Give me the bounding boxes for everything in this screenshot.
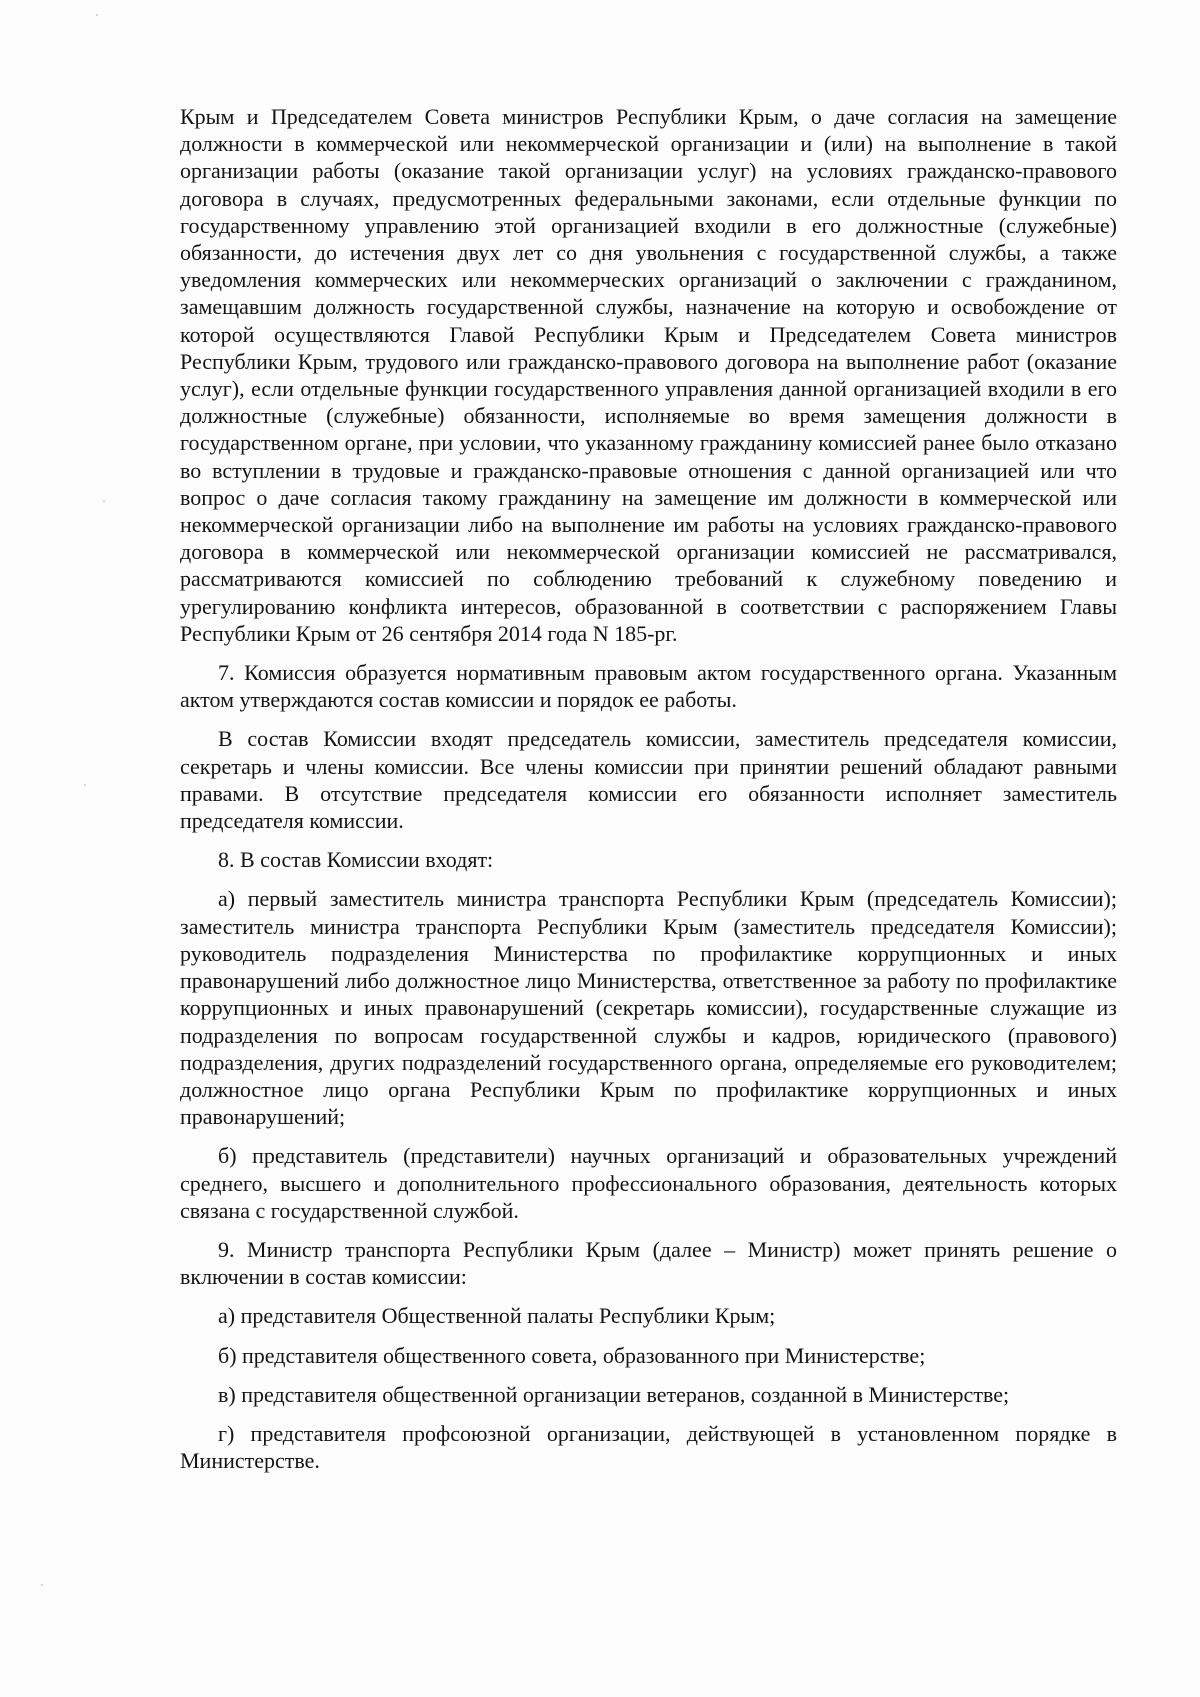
scan-speck <box>41 1584 43 1586</box>
paragraph-item-7: 7. Комиссия образуется нормативным правовым актом государственного органа. Указанным актом утверждаются состав комиссии и порядок ее работы. <box>180 660 1117 713</box>
paragraph-item-9: 9. Министр транспорта Республики Крым (далее – Министр) может принять решение о включении в состав комиссии: <box>180 1236 1117 1290</box>
paragraph-item-9g: г) представителя профсоюзной организации, действующей в установленном порядке в Министерстве. <box>180 1420 1117 1474</box>
document-body <box>180 103 1117 1486</box>
paragraph-item-9v: в) представителя общественной организации ветеранов, созданной в Министерстве; <box>218 1381 1010 1407</box>
scan-speck <box>103 500 105 502</box>
paragraph-item-8: 8. В состав Комиссии входят: <box>218 847 494 873</box>
scan-speck <box>96 14 98 16</box>
paragraph-commission-composition: В состав Комиссии входят председатель комиссии, заместитель председателя комиссии, секретарь и члены комиссии. Все члены комиссии при принятии решений обладают равными правами. В отсутствие председателя комиссии его обязанности исполняет заместитель председателя комиссии. <box>180 726 1117 834</box>
paragraph-item-9a: а) представителя Общественной палаты Республики Крым; <box>218 1303 776 1329</box>
paragraph-item-8a: а) первый заместитель министра транспорта Республики Крым (председатель Комиссии); заместитель министра транспорта Республики Крым (заместитель председателя Комиссии); руководитель подразделения Министерства по профилактике коррупционных и иных правонарушений либо должностное лицо Министерства, ответственное за работу по профилактике коррупционных и иных правонарушений (секретарь комиссии), государственные служащие из подразделения по вопросам государственной службы и кадров, юридического (правового) подразделения, других подразделений государственного органа, определяемые его руководителем; должностное лицо органа Республики Крым по профилактике коррупционных и иных правонарушений; <box>180 886 1117 1130</box>
scan-speck <box>84 784 86 786</box>
paragraph-item-9b: б) представителя общественного совета, образованного при Министерстве; <box>218 1342 926 1368</box>
paragraph-item-8b: б) представитель (представители) научных организаций и образовательных учреждений среднего, высшего и дополнительного профессионального образования, деятельность которых связана с государственной службой. <box>180 1143 1117 1223</box>
paragraph-continuation: Крым и Председателем Совета министров Республики Крым, о даче согласия на замещение должности в коммерческой или некоммерческой организации и (или) на выполнение в такой организации работы (оказание такой организации услуг) на условиях гражданско-правового договора в случаях, предусмотренных федеральными законами, если отдельные функции по государственному управлению этой организацией входили в его должностные (служебные) обязанности, до истечения двух лет со дня увольнения с государственной службы, а также уведомления коммерческих или некоммерческих организаций о заключении с гражданином, замещавшим должность государственной службы, назначение на которую и освобождение от которой осуществляются Главой Республики Крым и Председателем Совета министров Республики Крым, трудового или гражданско-правового договора на выполнение работ (оказание услуг), если отдельные функции государственного управления данной организацией входили в его должностные (служебные) обязанности, исполняемые во время замещения должности в государственном органе, при условии, что указанному гражданину комиссией ранее было отказано во вступлении в трудовые и гражданско-правовые отношения с данной организацией или что вопрос о даче согласия такому гражданину на замещение им должности в коммерческой или некоммерческой организации либо на выполнение им работы на условиях гражданско-правового договора в коммерческой или некоммерческой организации комиссией не рассматривался, рассматриваются комиссией по соблюдению требований к служебному поведению и урегулированию конфликта интересов, образованной в соответствии с распоряжением Главы Республики Крым от 26 сентября 2014 года N 185-рг. <box>180 104 1117 646</box>
